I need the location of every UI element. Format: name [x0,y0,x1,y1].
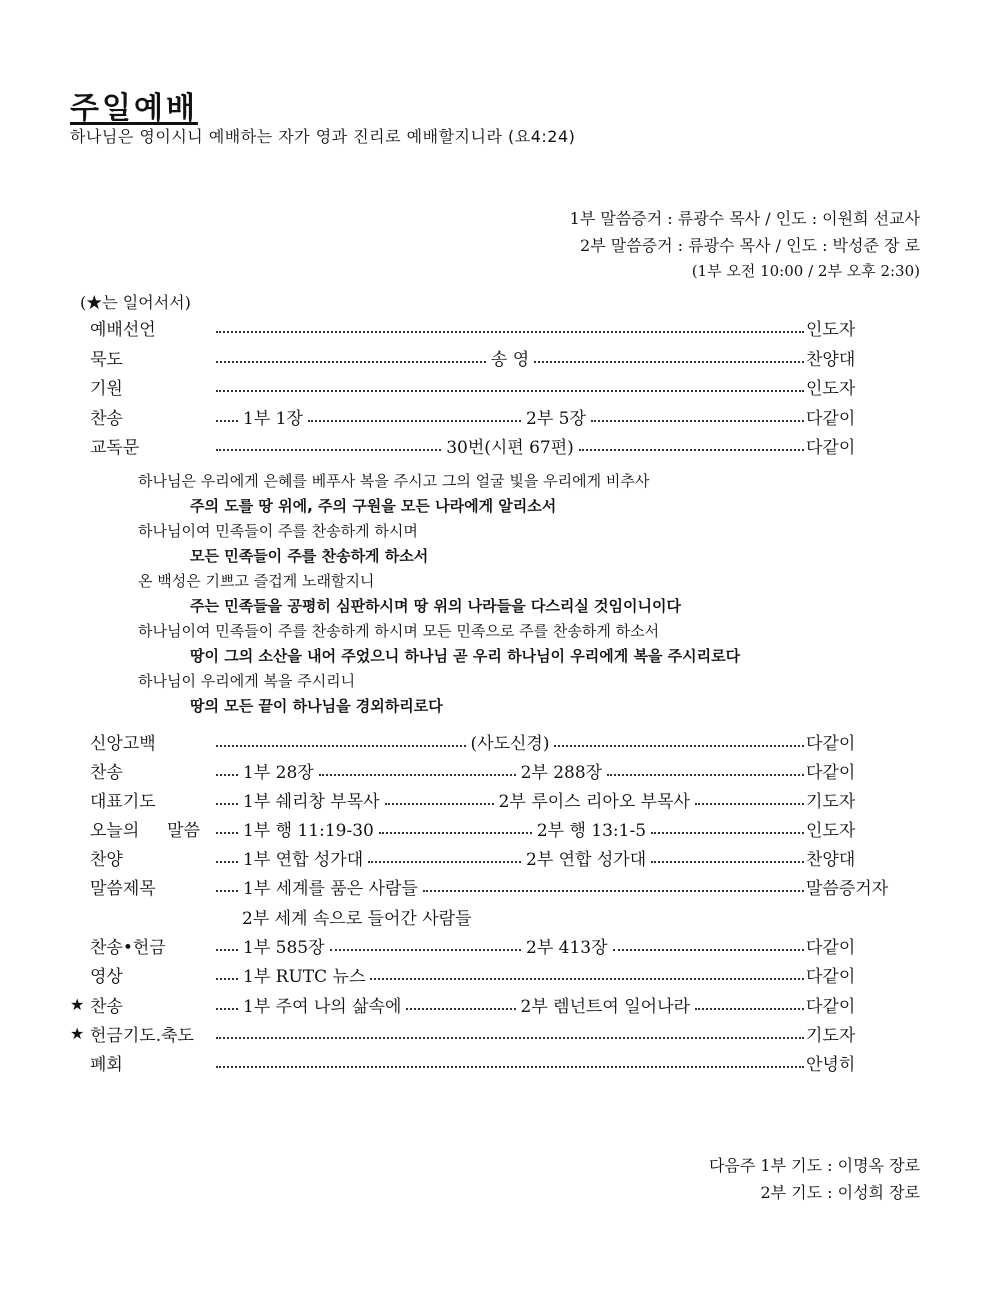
order-item-part1: 1부 주여 나의 삶속에 [243,997,402,1017]
order-item-part2: 2부 413장 [526,938,608,958]
dot-leader [214,960,240,989]
dot-leader [214,990,240,1019]
dot-leader [611,931,806,960]
reading-line-congregation: 땅이 그의 소산을 내어 주었으니 하나님 곧 우리 하나님이 우리에게 복을 주시리로다 [190,647,741,665]
order-responsible: 인도자 [806,320,856,340]
order-label: 신앙고백 [90,734,156,754]
order-label: 찬송•헌금 [90,938,166,958]
order-label: 헌금기도.축도 [90,1026,194,1046]
order-label: 예배선언 [90,320,156,340]
order-responsible: 다같이 [806,438,856,458]
dot-leader [404,990,517,1019]
order-responsible: 찬양대 [806,349,856,370]
dot-leader [214,843,240,872]
order-row [70,785,896,814]
preacher-line-1: 1부 말씀증거 : 류광수 목사 / 인도 : 이원희 선교사 [569,209,920,228]
dot-leader [532,343,806,372]
order-responsible: 찬양대 [806,850,856,870]
order-responsible: 다같이 [806,938,856,958]
order-item-part1: 1부 연합 성가대 [243,850,364,870]
order-row [70,431,896,460]
dot-leader [214,727,468,756]
reading-line-leader: 하나님이여 민족들이 주를 찬송하게 하시며 모든 민족으로 주를 찬송하게 하소서 [138,622,660,640]
stand-note: (★는 일어서서) [80,293,191,312]
order-responsible: 말씀증거자 [806,879,889,899]
stand-marker: ★ [70,995,85,1014]
order-item: (사도신경) [470,734,550,754]
dot-leader [214,872,240,901]
order-label: 찬송 [90,997,123,1017]
order-item-part1: 1부 쉐리창 부목사 [243,792,380,812]
order-item: 30번(시편 67편) [446,438,574,458]
dot-leader [377,814,534,843]
dot-leader [383,785,496,814]
order-row [70,872,896,901]
order-row [70,814,896,843]
order-item-part1: 1부 28장 [243,763,314,783]
dot-leader [214,372,806,401]
order-row [70,990,896,1019]
dot-leader [214,313,806,342]
order-responsible: 다같이 [806,734,856,754]
order-label: 묵도 [90,349,123,370]
preacher-line-2: 2부 말씀증거 : 류광수 목사 / 인도 : 박성준 장 로 [580,236,920,255]
dot-leader [214,1048,806,1077]
dot-leader [589,402,806,431]
order-item-part1: 1부 RUTC 뉴스 [243,967,366,987]
dot-leader [577,431,806,460]
dot-leader [552,727,806,756]
order-item-part1: 1부 행 11:19-30 [243,821,374,841]
theme-verse: 하나님은 영이시니 예배하는 자가 영과 진리로 예배할지니라 (요4:24) [70,127,576,146]
page-title: 주일예배 [70,91,198,126]
order-item: 송 영 [490,349,530,370]
preacher-info [570,205,920,259]
dot-leader [214,785,240,814]
dot-leader [366,843,523,872]
dot-leader [214,431,443,460]
order-item-part2: 2부 렘넌트여 일어나라 [520,997,690,1017]
order-responsible: 다같이 [806,763,856,783]
dot-leader [328,931,523,960]
order-responsible: 다같이 [806,967,856,987]
dot-leader [368,960,806,989]
order-label: 교독문 [90,438,140,458]
order-responsible: 인도자 [806,379,856,399]
dot-leader [214,343,488,372]
order-item-part2: 2부 연합 성가대 [526,850,647,870]
next-week-prayer [709,1152,920,1206]
order-responsible: 기도자 [806,1026,856,1046]
dot-leader [214,931,240,960]
order-item-part1: 1부 585장 [243,938,325,958]
reading-line-congregation: 모든 민족들이 주를 찬송하게 하소서 [190,547,429,565]
order-responsible: 다같이 [806,408,856,429]
order-item-part1: 1부 1장 [243,408,303,429]
order-row [70,843,896,872]
next-week-line-1: 다음주 1부 기도 : 이명옥 장로 [708,1156,920,1175]
order-label: 말씀제목 [90,879,156,899]
dot-leader [693,785,806,814]
order-row [70,727,896,756]
order-label: 찬양 [90,850,123,870]
order-row [70,756,896,785]
reading-line-leader: 하나님이여 민족들이 주를 찬송하게 하시며 [138,522,418,540]
order-row [70,313,896,342]
dot-leader [693,990,806,1019]
order-label: 찬송 [90,408,123,429]
order-item-part2: 2부 288장 [520,763,603,783]
dot-leader [649,814,806,843]
order-label: 폐회 [90,1055,123,1075]
reading-line-leader: 하나님은 우리에게 은혜를 베푸사 복을 주시고 그의 얼굴 빛을 우리에게 비추사 [138,472,650,490]
dot-leader [214,1019,806,1048]
service-times: (1부 오전 10:00 / 2부 오후 2:30) [691,262,920,280]
order-row [70,343,896,372]
dot-leader [317,756,518,785]
dot-leader [214,756,240,785]
order-label: 오늘의 말씀 [90,821,200,841]
dot-leader [649,843,806,872]
order-responsible: 다같이 [806,997,856,1017]
dot-leader [214,402,240,431]
reading-line-leader: 온 백성은 기쁘고 즐겁게 노래할지니 [138,572,375,590]
order-label: 대표기도 [90,792,156,812]
order-label: 영상 [90,967,123,987]
order-item-part2: 2부 행 13:1-5 [536,821,647,841]
order-row [70,960,896,989]
order-responsible: 인도자 [806,821,856,841]
dot-leader [306,402,523,431]
reading-line-congregation: 주는 민족들을 공평히 심판하시며 땅 위의 나라들을 다스리실 것임이니이다 [190,597,681,615]
order-row [70,1019,896,1048]
order-item-part1: 1부 세계를 품은 사람들 [243,879,418,899]
order-row [70,931,896,960]
order-row [70,372,896,401]
order-responsible: 기도자 [806,792,856,812]
stand-marker: ★ [70,1024,85,1043]
order-row [70,1048,896,1077]
reading-line-congregation: 땅의 모든 끝이 하나님을 경외하리로다 [190,697,443,715]
reading-line-congregation: 주의 도를 땅 위에, 주의 구원을 모든 나라에게 알리소서 [190,497,557,515]
order-row [70,402,896,431]
order-item-part2: 2부 5장 [526,408,586,429]
order-responsible: 안녕히 [806,1055,856,1075]
sermon-title-part-2: 2부 세계 속으로 들어간 사람들 [242,909,472,929]
dot-leader [214,814,240,843]
order-label: 기원 [90,379,123,399]
order-item-part2: 2부 루이스 리아오 부목사 [498,792,690,812]
reading-line-leader: 하나님이 우리에게 복을 주시리니 [138,672,356,690]
dot-leader [421,872,806,901]
dot-leader [605,756,806,785]
next-week-line-2: 2부 기도 : 이성희 장로 [760,1183,920,1202]
order-label: 찬송 [90,763,123,783]
